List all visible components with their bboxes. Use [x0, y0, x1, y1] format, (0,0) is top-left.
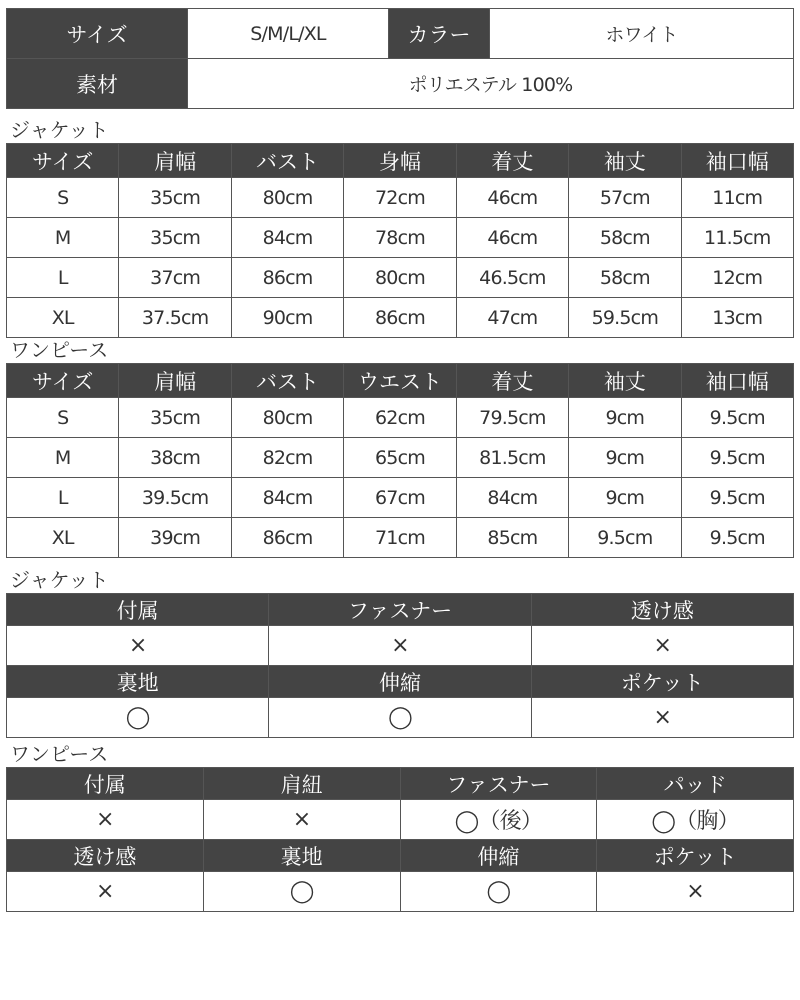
- table-cell: 86cm: [231, 258, 343, 298]
- feature-value: ◯: [400, 872, 597, 912]
- table-cell: 9.5cm: [569, 518, 681, 558]
- dress-features-table: [6, 767, 794, 912]
- table-row: [7, 438, 794, 478]
- table-cell: 9.5cm: [681, 438, 793, 478]
- table-cell: 84cm: [231, 218, 343, 258]
- size-value: S/M/L/XL: [188, 9, 389, 59]
- feature-value: ×: [7, 872, 204, 912]
- table-row: [7, 258, 794, 298]
- table-row: [7, 398, 794, 438]
- header-cell: 袖口幅: [681, 144, 793, 178]
- jacket-size-header-row: [7, 144, 794, 178]
- table-cell: 38cm: [119, 438, 231, 478]
- table-cell: 59.5cm: [569, 298, 681, 338]
- header-cell: 付属: [7, 594, 269, 626]
- header-cell: 袖丈: [569, 144, 681, 178]
- table-cell: 9.5cm: [681, 398, 793, 438]
- header-cell: ポケット: [531, 666, 793, 698]
- table-cell: 71cm: [344, 518, 456, 558]
- header-cell: 肩幅: [119, 144, 231, 178]
- header-cell: 肩紐: [203, 768, 400, 800]
- table-cell: 9cm: [569, 438, 681, 478]
- table-cell: 39.5cm: [119, 478, 231, 518]
- header-cell: バスト: [231, 144, 343, 178]
- table-cell: L: [7, 478, 119, 518]
- header-cell: 裏地: [203, 840, 400, 872]
- table-cell: 9cm: [569, 478, 681, 518]
- table-cell: 81.5cm: [456, 438, 568, 478]
- jacket-size-title: ジャケット: [10, 118, 109, 142]
- table-cell: 80cm: [231, 178, 343, 218]
- table-cell: 35cm: [119, 218, 231, 258]
- table-cell: 62cm: [344, 398, 456, 438]
- header-cell: ポケット: [597, 840, 794, 872]
- table-cell: 46.5cm: [456, 258, 568, 298]
- table-cell: 37cm: [119, 258, 231, 298]
- feature-value: ×: [269, 626, 531, 666]
- table-cell: XL: [7, 518, 119, 558]
- header-cell: 透け感: [7, 840, 204, 872]
- table-cell: 58cm: [569, 218, 681, 258]
- table-cell: S: [7, 398, 119, 438]
- table-cell: 86cm: [344, 298, 456, 338]
- dress-size-table: [6, 363, 794, 558]
- table-row: [7, 518, 794, 558]
- header-cell: 裏地: [7, 666, 269, 698]
- material-value: ポリエステル 100%: [188, 59, 794, 109]
- feature-value: ◯: [269, 698, 531, 738]
- feature-value: ◯: [7, 698, 269, 738]
- table-cell: 79.5cm: [456, 398, 568, 438]
- header-cell: バスト: [231, 364, 343, 398]
- table-cell: 35cm: [119, 178, 231, 218]
- header-cell: 肩幅: [119, 364, 231, 398]
- jacket-size-table: [6, 143, 794, 338]
- table-cell: M: [7, 218, 119, 258]
- header-cell: ファスナー: [269, 594, 531, 626]
- feature-value: ◯: [203, 872, 400, 912]
- header-cell: 伸縮: [400, 840, 597, 872]
- table-cell: 11.5cm: [681, 218, 793, 258]
- table-cell: 84cm: [456, 478, 568, 518]
- table-cell: 46cm: [456, 218, 568, 258]
- table-cell: S: [7, 178, 119, 218]
- table-row: [7, 218, 794, 258]
- table-cell: 72cm: [344, 178, 456, 218]
- dress-size-title: ワンピース: [10, 338, 109, 362]
- table-cell: 13cm: [681, 298, 793, 338]
- table-cell: 78cm: [344, 218, 456, 258]
- feature-value: ×: [7, 800, 204, 840]
- table-cell: 90cm: [231, 298, 343, 338]
- table-cell: 9cm: [569, 398, 681, 438]
- table-cell: 80cm: [231, 398, 343, 438]
- table-cell: 82cm: [231, 438, 343, 478]
- header-cell: 袖口幅: [681, 364, 793, 398]
- table-cell: 11cm: [681, 178, 793, 218]
- material-label: 素材: [7, 59, 188, 109]
- table-cell: 39cm: [119, 518, 231, 558]
- header-cell: 付属: [7, 768, 204, 800]
- feature-value: ◯（胸）: [597, 800, 794, 840]
- jacket-features-title: ジャケット: [10, 568, 109, 592]
- size-label: サイズ: [7, 9, 188, 59]
- feature-value: ×: [531, 698, 793, 738]
- table-cell: 65cm: [344, 438, 456, 478]
- table-row: [7, 178, 794, 218]
- table-cell: 46cm: [456, 178, 568, 218]
- table-row: [7, 298, 794, 338]
- header-cell: 透け感: [531, 594, 793, 626]
- header-cell: 着丈: [456, 144, 568, 178]
- dress-size-header-row: [7, 364, 794, 398]
- jacket-features-table: [6, 593, 794, 738]
- feature-value: ×: [7, 626, 269, 666]
- table-cell: 84cm: [231, 478, 343, 518]
- table-cell: M: [7, 438, 119, 478]
- header-cell: サイズ: [7, 364, 119, 398]
- header-cell: ウエスト: [344, 364, 456, 398]
- header-cell: 袖丈: [569, 364, 681, 398]
- table-cell: 67cm: [344, 478, 456, 518]
- table-cell: 58cm: [569, 258, 681, 298]
- header-cell: 身幅: [344, 144, 456, 178]
- table-cell: 37.5cm: [119, 298, 231, 338]
- header-cell: 着丈: [456, 364, 568, 398]
- table-cell: L: [7, 258, 119, 298]
- feature-value: ×: [597, 872, 794, 912]
- color-label: カラー: [389, 9, 490, 59]
- feature-value: ◯（後）: [400, 800, 597, 840]
- header-cell: サイズ: [7, 144, 119, 178]
- table-cell: 57cm: [569, 178, 681, 218]
- table-cell: 80cm: [344, 258, 456, 298]
- table-cell: 9.5cm: [681, 518, 793, 558]
- table-cell: 86cm: [231, 518, 343, 558]
- header-cell: 伸縮: [269, 666, 531, 698]
- spec-table: [6, 8, 794, 109]
- table-cell: 9.5cm: [681, 478, 793, 518]
- header-cell: パッド: [597, 768, 794, 800]
- table-row: [7, 478, 794, 518]
- feature-value: ×: [531, 626, 793, 666]
- table-cell: 85cm: [456, 518, 568, 558]
- feature-value: ×: [203, 800, 400, 840]
- table-cell: 47cm: [456, 298, 568, 338]
- table-cell: 35cm: [119, 398, 231, 438]
- header-cell: ファスナー: [400, 768, 597, 800]
- table-cell: 12cm: [681, 258, 793, 298]
- color-value: ホワイト: [490, 9, 794, 59]
- dress-features-title: ワンピース: [10, 742, 109, 766]
- table-cell: XL: [7, 298, 119, 338]
